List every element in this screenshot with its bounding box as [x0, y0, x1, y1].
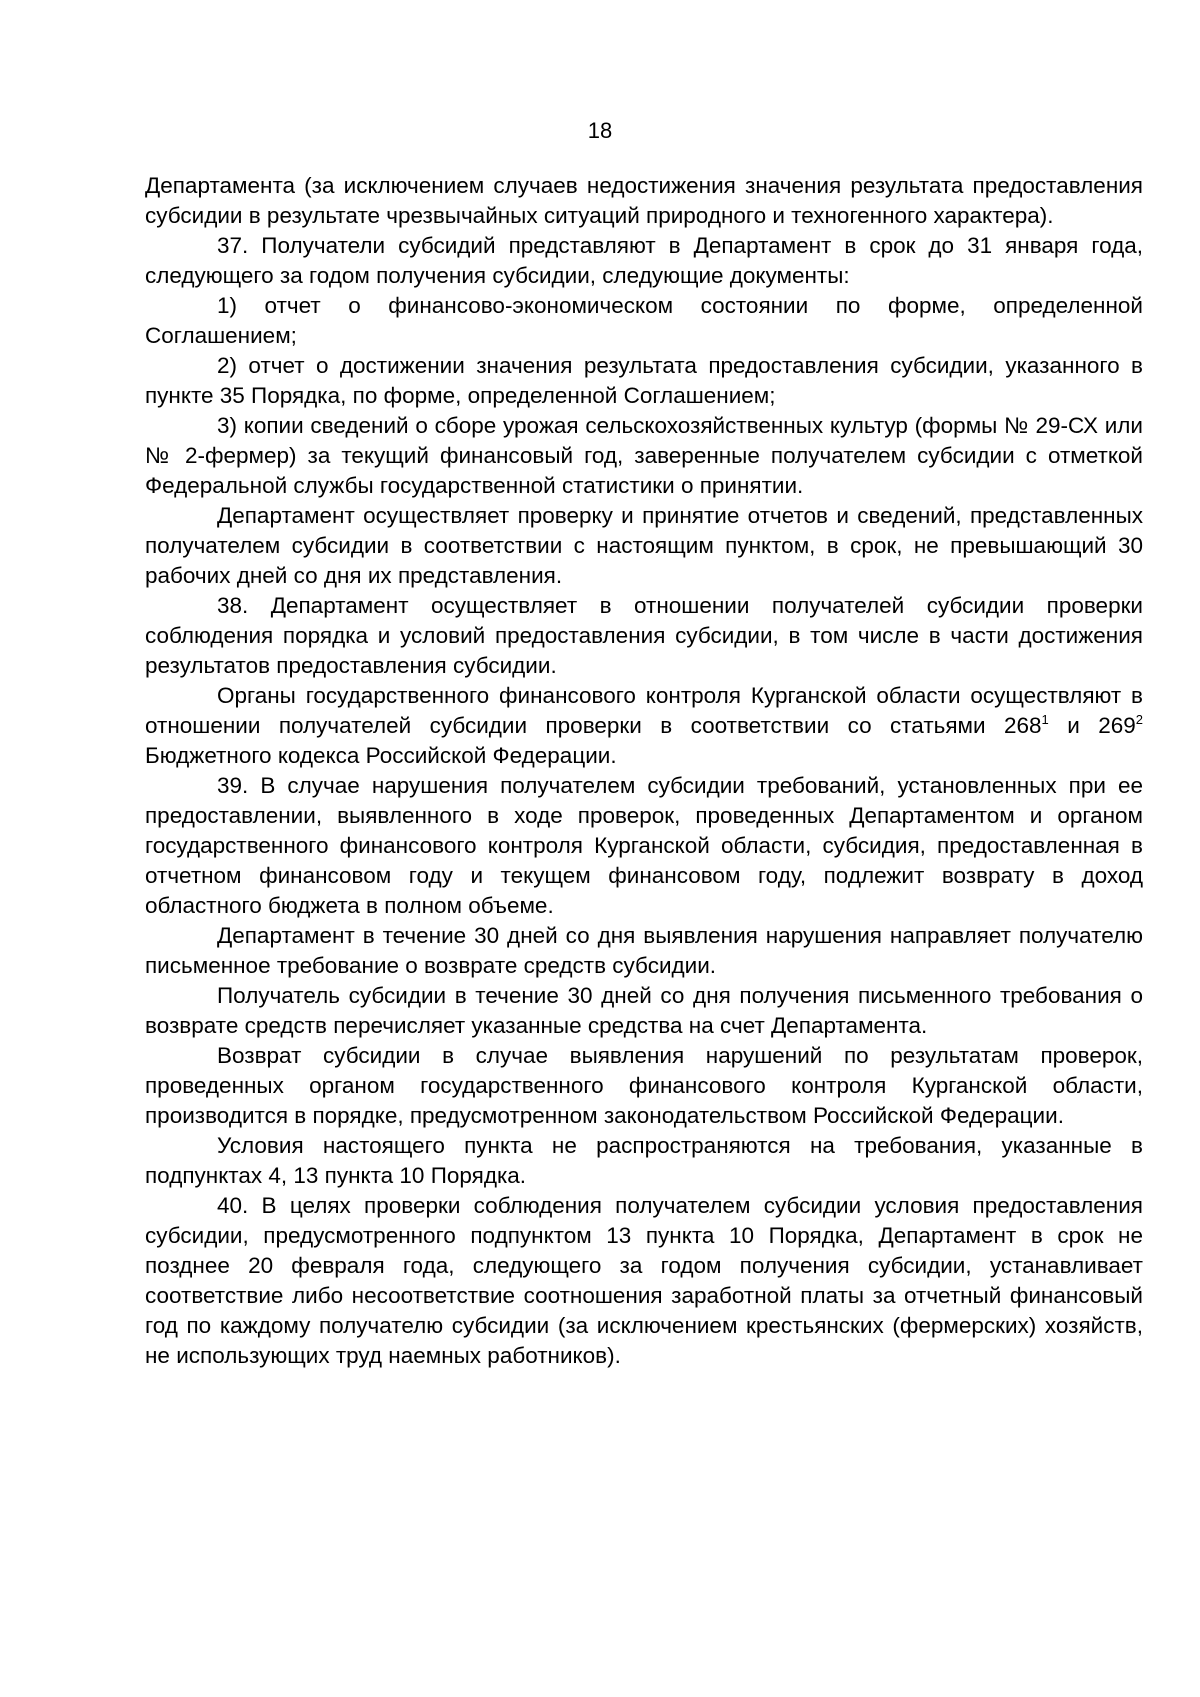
document-body — [145, 171, 1143, 1371]
paragraph-subitem-3: 3) копии сведений о сборе урожая сельскохозяйственных культур (формы № 29-СХ или № 2-фермер) за текущий финансовый год, заверенные получателем субсидии с отметкой Федеральной службы государственной статистики о принятии. — [145, 413, 1143, 498]
paragraph-exceptions: Условия настоящего пункта не распространяются на требования, указанные в подпунктах 4, 13 пункта 10 Порядка. — [145, 1133, 1143, 1188]
paragraph-repayment: Получатель субсидии в течение 30 дней со дня получения письменного требования о возврате средств перечисляет указанные средства на счет Департамента. — [145, 983, 1143, 1038]
paragraph-subitem-1: 1) отчет о финансово-экономическом состоянии по форме, определенной Соглашением; — [145, 293, 1143, 348]
paragraph-return-procedure: Возврат субсидии в случае выявления нарушений по результатам проверок, проведенных органом государственного финансового контроля Курганской области, производится в порядке, предусмотренном законодательством Российской Федерации. — [145, 1043, 1143, 1128]
paragraph-requirement-notice: Департамент в течение 30 дней со дня выявления нарушения направляет получателю письменное требование о возврате средств субсидии. — [145, 923, 1143, 978]
page-number: 18 — [587, 118, 613, 143]
paragraph-item-40: 40. В целях проверки соблюдения получателем субсидии условия предоставления субсидии, предусмотренного подпунктом 13 пункта 10 Порядка, Департамент в срок не позднее 20 февраля года, следующего за годом получения субсидии, устанавливает соответствие либо несоответствие соотношения заработной платы за отчетный финансовый год по каждому получателю субсидии (за исключением крестьянских (фермерских) хозяйств, не использующих труд наемных работников). — [145, 1193, 1143, 1368]
paragraph-text: Бюджетного кодекса Российской Федерации. — [145, 743, 617, 768]
superscript: 1 — [1041, 712, 1049, 727]
paragraph-control-bodies — [145, 681, 1143, 771]
paragraph-item-38: 38. Департамент осуществляет в отношении получателей субсидии проверки соблюдения порядка и условий предоставления субсидии, в том числе в части достижения результатов предоставления субсидии. — [145, 593, 1143, 678]
paragraph-text: и 269 — [1048, 713, 1136, 738]
paragraph-text: Органы государственного финансового контроля Курганской области осуществляют в отношении получателей субсидии проверки в соответствии со статьями 268 — [145, 683, 1143, 738]
superscript: 2 — [1135, 712, 1143, 727]
paragraph-continuation: Департамента (за исключением случаев недостижения значения результата предоставления субсидии в результате чрезвычайных ситуаций природного и техногенного характера). — [145, 173, 1143, 228]
paragraph-verification: Департамент осуществляет проверку и принятие отчетов и сведений, представленных получателем субсидии в соответствии с настоящим пунктом, в срок, не превышающий 30 рабочих дней со дня их представления. — [145, 503, 1143, 588]
paragraph-item-39: 39. В случае нарушения получателем субсидии требований, установленных при ее предоставлении, выявленного в ходе проверок, проведенных Департаментом и органом государственного финансового контроля Курганской области, субсидия, предоставленная в отчетном финансовом году и текущем финансовом году, подлежит возврату в доход областного бюджета в полном объеме. — [145, 773, 1143, 918]
paragraph-subitem-2: 2) отчет о достижении значения результата предоставления субсидии, указанного в пункте 35 Порядка, по форме, определенной Соглашением; — [145, 353, 1143, 408]
paragraph-item-37: 37. Получатели субсидий представляют в Департамент в срок до 31 января года, следующего за годом получения субсидии, следующие документы: — [145, 233, 1143, 288]
